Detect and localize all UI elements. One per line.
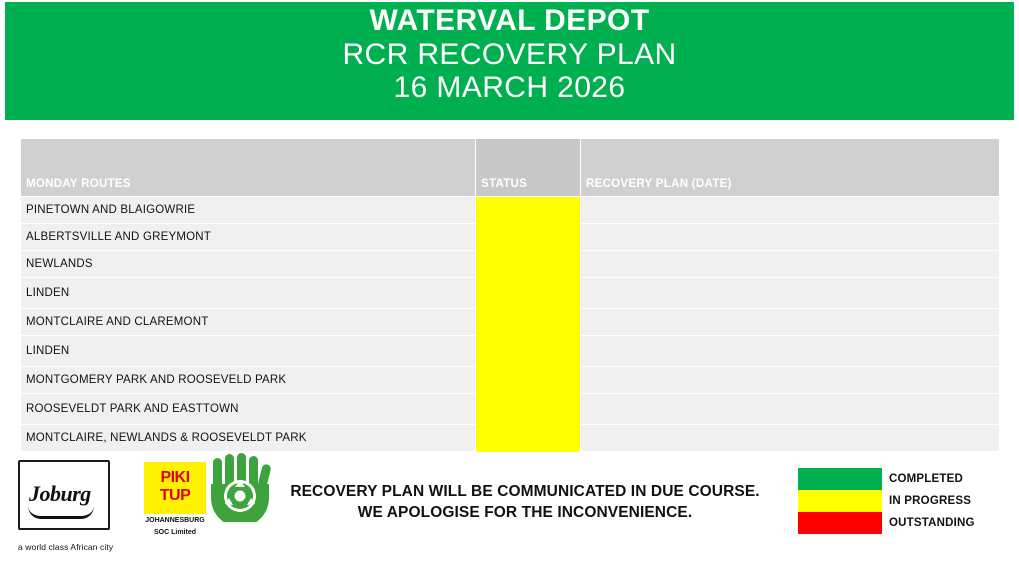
legend-item-completed [798, 468, 1003, 490]
legend-item-in-progress [798, 490, 1003, 512]
table-row [21, 425, 1000, 452]
legend-label-completed: COMPLETED [889, 473, 963, 485]
recovery-plan-cell [581, 251, 1000, 278]
route-cell: PINETOWN AND BLAIGOWRIE [21, 197, 476, 224]
legend-swatch-in-progress [798, 490, 882, 512]
status-cell [476, 394, 581, 425]
table-row [21, 278, 1000, 309]
table-body [21, 197, 1000, 452]
route-cell: LINDEN [21, 278, 476, 309]
recovery-plan-cell [581, 367, 1000, 394]
table-row [21, 367, 1000, 394]
status-cell [476, 336, 581, 367]
route-cell: LINDEN [21, 336, 476, 367]
legend-swatch-outstanding [798, 512, 882, 534]
route-cell: ALBERTSVILLE AND GREYMONT [21, 224, 476, 251]
joburg-wordmark: Joburg [29, 481, 91, 506]
pikitup-sub-line2: SOC Limited [153, 528, 196, 536]
route-cell: MONTCLAIRE, NEWLANDS & ROOSEVELDT PARK [21, 425, 476, 452]
recovery-plan-cell [581, 425, 1000, 452]
banner-line-date: 16 MARCH 2026 [393, 71, 626, 105]
recovery-plan-cell [581, 197, 1000, 224]
footer-message-line2: WE APOLOGISE FOR THE INCONVENIENCE. [357, 503, 693, 521]
footer-message [280, 482, 770, 524]
column-header-routes: MONDAY ROUTES [21, 139, 476, 197]
banner-line-plan: RCR RECOVERY PLAN [342, 37, 677, 71]
route-cell: MONTCLAIRE AND CLAREMONT [21, 309, 476, 336]
table-row [21, 394, 1000, 425]
column-header-status: STATUS [476, 139, 581, 197]
recovery-plan-cell [581, 224, 1000, 251]
pikitup-sub-line1: JOHANNESBURG [145, 517, 205, 524]
route-cell: NEWLANDS [21, 251, 476, 278]
status-legend [798, 468, 1003, 534]
table-row [21, 309, 1000, 336]
column-header-recovery-plan: RECOVERY PLAN (DATE) [581, 139, 1000, 197]
status-cell [476, 309, 581, 336]
recovery-plan-cell [581, 309, 1000, 336]
routes-table [20, 138, 1000, 452]
status-cell [476, 425, 581, 452]
pikitup-badge [144, 462, 206, 514]
joburg-tagline: a world class African city [18, 542, 114, 552]
recovery-plan-cell [581, 336, 1000, 367]
table-row [21, 336, 1000, 367]
legend-item-outstanding [798, 512, 1003, 534]
status-cell [476, 251, 581, 278]
banner-line-depot: WATERVAL DEPOT [369, 4, 650, 37]
route-cell: ROOSEVELDT PARK AND EASTTOWN [21, 394, 476, 425]
status-cell [476, 224, 581, 251]
pikitup-line2: TUP [159, 487, 191, 504]
pikitup-line1: PIKI [160, 469, 190, 486]
green-hand-recycling-icon [205, 452, 275, 522]
status-cell [476, 278, 581, 309]
routes-table-container [20, 138, 999, 452]
status-cell [476, 367, 581, 394]
footer [0, 452, 1019, 573]
joburg-swoosh-icon [28, 506, 94, 519]
route-cell: MONTGOMERY PARK AND ROOSEVELD PARK [21, 367, 476, 394]
legend-swatch-completed [798, 468, 882, 490]
table-row [21, 197, 1000, 224]
footer-message-line1: RECOVERY PLAN WILL BE COMMUNICATED IN DUE COURSE. [290, 483, 760, 500]
table-row [21, 224, 1000, 251]
legend-label-outstanding: OUTSTANDING [889, 517, 975, 529]
status-cell [476, 197, 581, 224]
pikitup-logo [138, 462, 212, 538]
table-header-row [21, 139, 1000, 197]
recovery-plan-cell [581, 394, 1000, 425]
recovery-plan-cell [581, 278, 1000, 309]
joburg-logo-mark [18, 460, 110, 530]
table-header [21, 139, 1000, 197]
joburg-logo [18, 460, 130, 552]
table-row [21, 251, 1000, 278]
title-banner [5, 2, 1014, 120]
legend-label-in-progress: IN PROGRESS [889, 495, 972, 507]
